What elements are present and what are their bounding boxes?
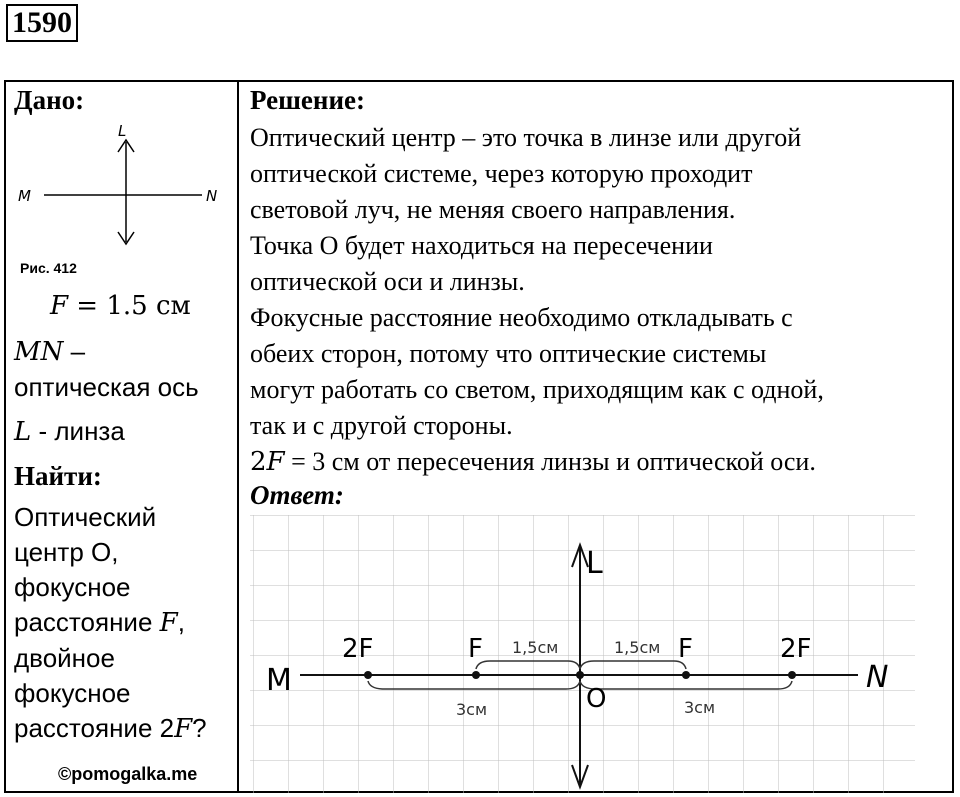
find-line-5: двойное xyxy=(14,643,115,673)
drawing-label-n: N xyxy=(866,660,889,695)
answer-heading: Ответ: xyxy=(250,480,344,510)
task-number: 1590 xyxy=(6,4,78,42)
figure-label-l: L xyxy=(118,122,127,140)
drawing-label-f-right: F xyxy=(678,634,693,664)
find-line-2: центр О, xyxy=(14,537,119,567)
column-divider xyxy=(237,80,239,793)
solution-column xyxy=(250,84,950,510)
given-focal-length: F = 1.5 см xyxy=(50,291,191,321)
solution-line: обеих сторон, потому что оптические системы xyxy=(250,339,767,368)
given-optical-axis: MN – оптическая ось xyxy=(14,336,199,402)
find-line-4: расстояние F, xyxy=(14,607,185,638)
lens-figure xyxy=(14,120,234,260)
drawing-label-2f-right: 2F xyxy=(780,634,812,664)
solution-line: так и с другой стороны. xyxy=(250,411,513,440)
given-column xyxy=(14,84,234,116)
drawing-label-f-left: F xyxy=(468,634,483,664)
solution-line: световой луч, не меняя своего направления. xyxy=(250,195,736,224)
solution-line: оптической системе, через которую проходит xyxy=(250,159,753,188)
solution-text xyxy=(250,120,950,480)
drawing-dist-right-top: 1,5см xyxy=(614,638,661,657)
figure-label-n: N xyxy=(206,187,218,205)
figure-label-m: M xyxy=(18,187,31,205)
solution-result-line: 2F = 3 см от пересечения линзы и оптической оси. xyxy=(250,447,816,477)
find-list xyxy=(14,500,236,747)
answer-drawing xyxy=(250,515,915,793)
find-line-1: Оптический xyxy=(14,502,157,532)
solution-line: оптической оси и линзы. xyxy=(250,267,525,296)
find-heading: Найти: xyxy=(14,461,102,491)
solution-line: могут работать со светом, приходящим как с одной, xyxy=(250,375,824,404)
solution-line: Оптический центр – это точка в линзе или другой xyxy=(250,123,802,152)
solution-line: Фокусные расстояние необходимо откладывать с xyxy=(250,303,793,332)
find-line-7: расстояние 2F? xyxy=(14,713,207,744)
drawing-dist-left-bottom: 3см xyxy=(456,700,488,719)
find-line-3: фокусное xyxy=(14,572,131,602)
find-line-6: фокусное xyxy=(14,678,131,708)
figure-caption: Рис. 412 xyxy=(20,260,77,276)
drawing-label-m: M xyxy=(266,663,292,698)
solution-line: Точка О будет находиться на пересечении xyxy=(250,231,713,260)
drawing-label-2f-left: 2F xyxy=(342,634,374,664)
drawing-label-o: O xyxy=(586,684,607,714)
drawing-dist-left-top: 1,5см xyxy=(512,638,559,657)
watermark: ©pomogalka.me xyxy=(58,764,198,784)
drawing-dist-right-bottom: 3см xyxy=(684,698,716,717)
drawing-label-l: L xyxy=(586,546,603,581)
given-heading: Дано: xyxy=(14,85,85,115)
given-lens: L - линза xyxy=(14,416,125,447)
solution-heading: Решение: xyxy=(250,85,365,115)
